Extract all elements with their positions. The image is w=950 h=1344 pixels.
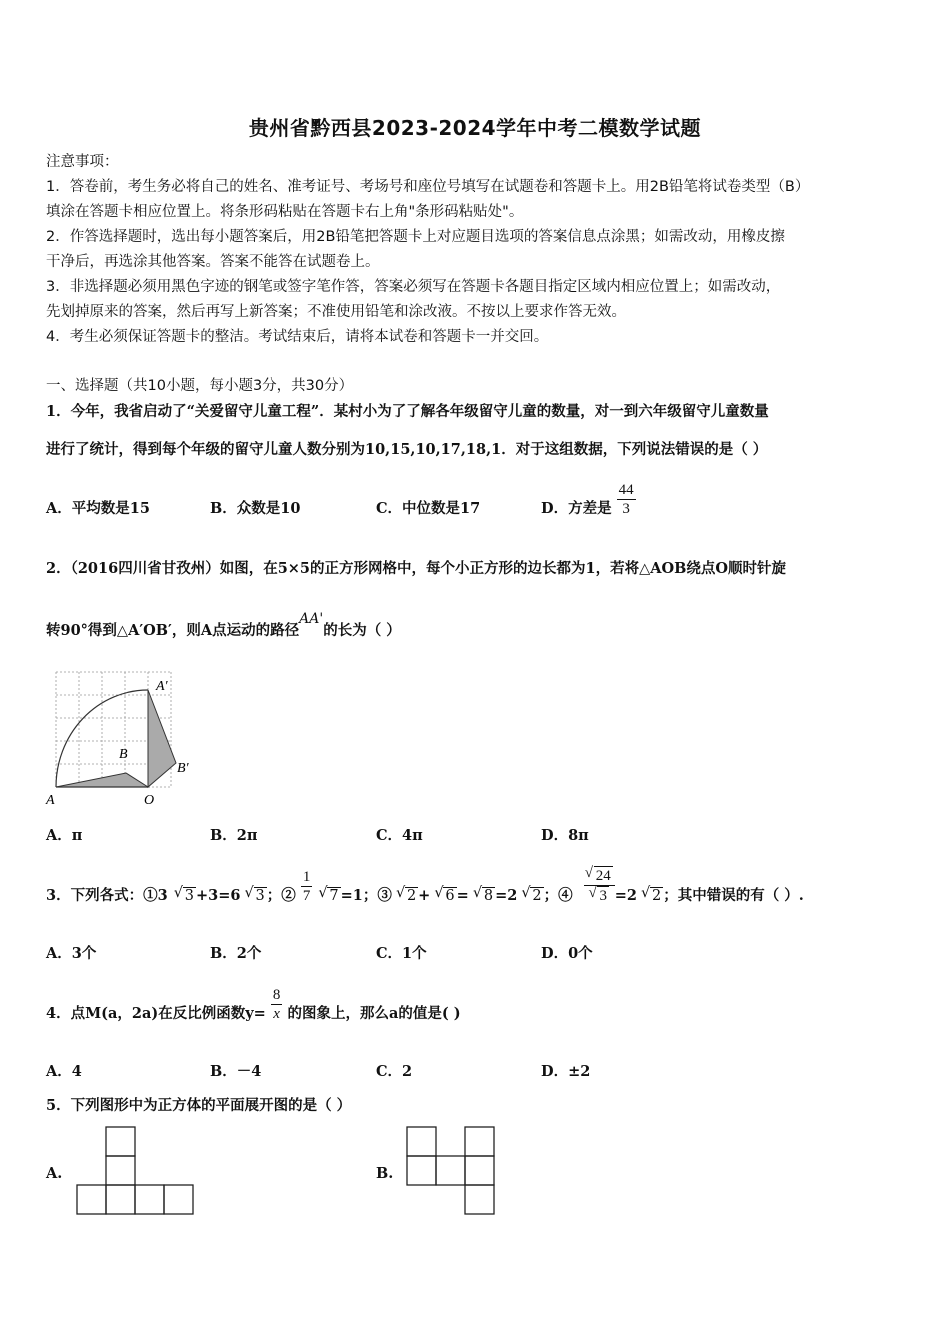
q4-option-d: D．±2 (541, 1063, 591, 1080)
note-2b: 干净后，再选涂其他答案。答案不能答在试题卷上。 (46, 254, 380, 270)
q2-option-a: A．π (46, 827, 83, 844)
triangle-a2ob2 (148, 690, 176, 787)
q3-sqrt-2c: √ 2 (650, 887, 663, 904)
q1-option-d (541, 481, 636, 518)
q3-frac-num: 1 (302, 868, 311, 885)
q4-option-b: B．－4 (210, 1063, 262, 1080)
q3-sqrt-8: √ 8 (482, 887, 495, 904)
q3-sf-num (584, 866, 615, 886)
note-1b: 填涂在答题卡相应位置上。将条形码粘贴在答题卡右上角"条形码粘贴处"。 (46, 204, 524, 220)
q3-part6: =2 (495, 887, 518, 904)
q1-line1: 1．今年，我省启动了“关爱留守儿童工程”．某村小为了了解各年级留守儿童的数量，对一到六年级留守儿童数量 (46, 403, 769, 420)
q1-option-d-label: D．方差是 (541, 500, 612, 517)
label-b-prime: B′ (177, 761, 189, 776)
label-a-prime: A′ (156, 679, 168, 694)
section-heading: 一、选择题（共10小题，每小题3分，共30分） (46, 378, 354, 394)
q3-sqrt-2b: √ 2 (530, 887, 543, 904)
q2-option-d: D．8π (541, 827, 589, 844)
q5-option-a: A. (46, 1165, 63, 1182)
q5-line: 5．下列图形中为正方体的平面展开图的是（ ） (46, 1097, 352, 1114)
q2-line2 (46, 611, 401, 640)
q3-line (46, 867, 804, 905)
q2-line1: 2．（2016四川省甘孜州）如图，在5×5的正方形网格中，每个小正方形的边长都为1，若将△AOB绕点O顺时针旋 (46, 560, 787, 577)
label-a: A (46, 793, 55, 808)
note-1a: 1．答卷前，考生务必将自己的姓名、准考证号、考场号和座位号填写在试题卷和答题卡上。用2B铅笔将试卷类型（B） (46, 179, 810, 195)
q3-sqrt-3a: √ 3 (183, 887, 196, 904)
q1-fraction (617, 481, 636, 518)
q1-line2: 进行了统计，得到每个年级的留守儿童人数分别为10,15,10,17,18,1．对于这组数据，下列说法错误的是（ ） (46, 441, 768, 458)
q3-sqrt-6: √ 6 (443, 887, 456, 904)
q3-sqrt-3b: √ 3 (254, 887, 267, 904)
q3-suffix: ；其中错误的有（ ）. (663, 887, 804, 904)
note-3a: 3．非选择题必须用黑色字迹的钢笔或签字笔作答，答案必须写在答题卡各题目指定区域内相应位置上；如需改动， (46, 279, 781, 295)
q4-option-c: C．2 (376, 1063, 413, 1080)
q3-frac-den: 7 (302, 887, 311, 904)
q4-fraction (271, 986, 283, 1023)
q3-prefix: 3．下列各式：①3 (46, 887, 168, 904)
q2-line2b: 的长为（ ） (323, 622, 401, 639)
q3-option-c: C．1个 (376, 945, 427, 962)
q1-option-b: B．众数是10 (210, 500, 301, 517)
label-b: B (119, 747, 128, 762)
q3-sqrt-fraction (584, 866, 615, 905)
q1-frac-den: 3 (622, 500, 630, 517)
q3-sqrt-24: √ 24 (594, 866, 613, 885)
q4-suffix: 的图象上，那么a的值是( ) (287, 1005, 461, 1022)
note-4: 4．考生必须保证答题卡的整洁。考试结束后，请将本试卷和答题卡一并交回。 (46, 329, 549, 345)
q4-option-a: A．4 (46, 1063, 82, 1080)
q3-fraction (301, 868, 313, 905)
q2-option-b: B．2π (210, 827, 258, 844)
page-title: 贵州省黔西县2023-2024学年中考二模数学试题 (248, 116, 702, 140)
q2-option-c: C．4π (376, 827, 423, 844)
notes-heading: 注意事项： (46, 154, 119, 170)
label-o: O (144, 793, 155, 808)
q1-frac-num: 44 (618, 481, 634, 498)
q3-part1: +3=6 (195, 887, 241, 904)
q4-line (46, 986, 461, 1023)
q3-part2: ；② (266, 887, 296, 904)
triangle-aob (56, 773, 148, 787)
note-2a: 2．作答选择题时，选出每小题答案后，用2B铅笔把答题卡上对应题目选项的答案信息点涂黑；如需改动，用橡皮擦 (46, 229, 785, 245)
q3-part8: =2 (614, 887, 637, 904)
q3-part3: =1；③ (340, 887, 392, 904)
q3-option-a: A．3个 (46, 945, 97, 962)
q2-arc-label: AA' (299, 611, 324, 627)
q3-sqrt-2a: √ 2 (405, 887, 418, 904)
q3-part4: + (418, 887, 431, 904)
q3-option-b: B．2个 (210, 945, 262, 962)
q3-part7: ；④ (543, 887, 573, 904)
q3-sf-den (589, 886, 609, 905)
q3-option-d: D．0个 (541, 945, 593, 962)
q1-option-a: A．平均数是15 (46, 500, 150, 517)
q5-net-b (404, 1125, 498, 1217)
q3-sqrt-3c: √ 3 (597, 886, 609, 905)
q3-part5: = (456, 887, 469, 904)
q2-line2a: 转90°得到△A′OB′，则A点运动的路径 (46, 622, 300, 639)
q5-option-b: B. (376, 1165, 394, 1182)
note-3b: 先划掉原来的答案，然后再写上新答案；不准使用铅笔和涂改液。不按以上要求作答无效。 (46, 304, 626, 320)
q4-frac-num: 8 (272, 986, 281, 1003)
q4-frac-den: x (273, 1005, 280, 1022)
q2-figure (44, 662, 204, 810)
q4-prefix: 4．点M(a，2a)在反比例函数y= (46, 1005, 266, 1022)
q1-option-c: C．中位数是17 (376, 500, 481, 517)
q3-sqrt-7: √ 7 (327, 887, 340, 904)
q5-net-a (74, 1125, 196, 1217)
